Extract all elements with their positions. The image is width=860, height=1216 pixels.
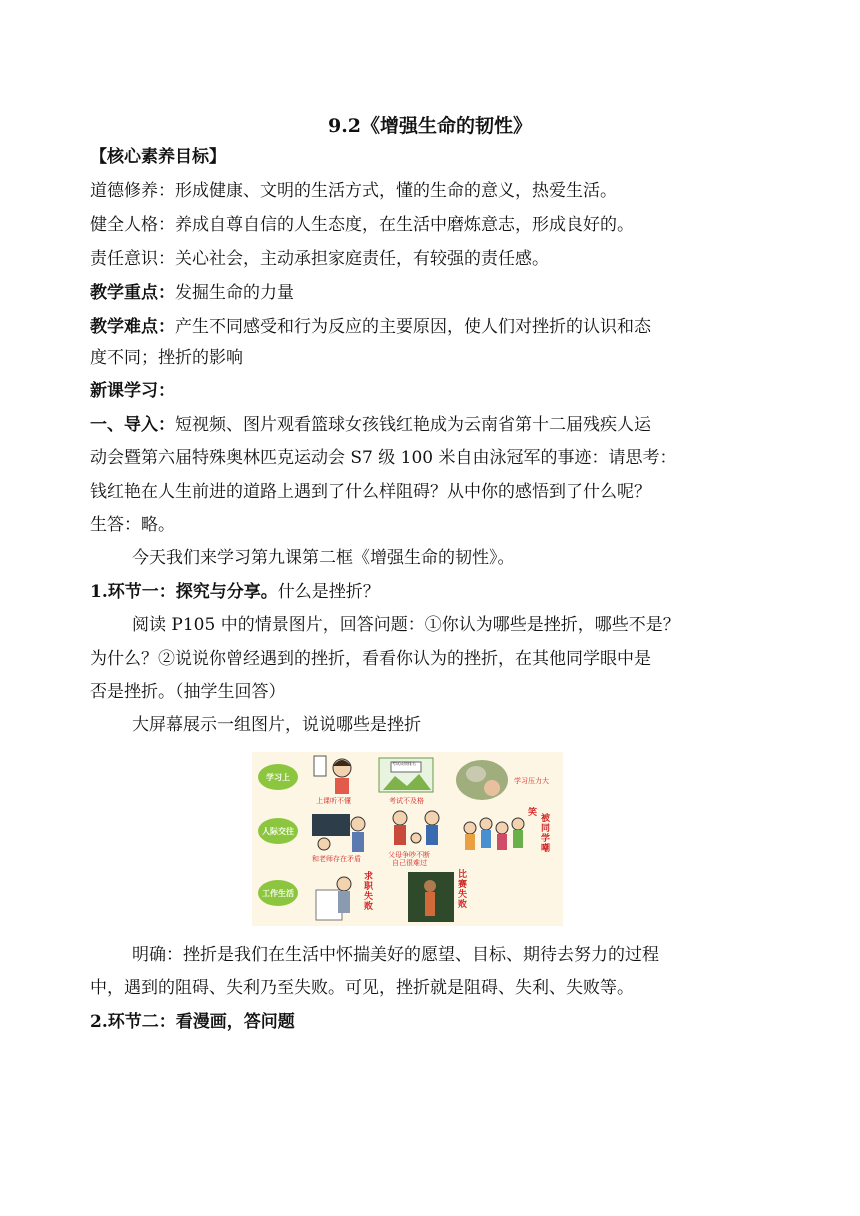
frustration-picture-collage <box>252 752 563 926</box>
clarify-line2: 中，遇到的阻碍、失利乃至失败。可见，挫折就是阻碍、失利、失败等。 <box>90 978 634 998</box>
key-point-label: 教学重点： <box>90 283 175 303</box>
caption-feel-sad: 自己很难过 <box>392 859 427 867</box>
read-line1: 阅读 P105 中的情景图片，回答问题：①你认为哪些是挫折，哪些不是？ <box>132 615 680 635</box>
caption-laugh: 笑 <box>528 808 538 818</box>
intro-line4: 生答：略。 <box>90 515 175 535</box>
parents-arguing-picture <box>386 806 446 852</box>
book-text: 考试成绩排名 <box>392 761 416 766</box>
read-line3: 否是挫折。（抽学生回答） <box>90 682 286 702</box>
new-lesson-heading: 新课学习： <box>90 381 175 401</box>
key-point <box>90 282 770 304</box>
goal-responsibility: 责任意识：关心社会，主动承担家庭责任，有较强的责任感。 <box>90 249 549 269</box>
section1-text: 什么是挫折？ <box>277 582 380 602</box>
page-title: 9.2《增强生命的韧性》 <box>327 115 533 137</box>
intro-label: 一、导入： <box>90 415 175 435</box>
caption-cant-follow: 上课听不懂 <box>316 797 351 805</box>
difficulty-label: 教学难点： <box>90 317 175 337</box>
caption-teacher-conflict: 和老师存在矛盾 <box>312 855 361 863</box>
section2-heading: 2.环节二：看漫画，答问题 <box>90 1012 295 1032</box>
intro-text1: 短视频、图片观看篮球女孩钱红艳成为云南省第十二届残疾人运 <box>175 415 651 435</box>
tag-relationships: 人际交往 <box>258 818 298 844</box>
caption-mocked: 被同学嘲 <box>541 814 551 854</box>
tag-work-life: 工作生活 <box>258 880 298 906</box>
goal-personality: 健全人格：养成自尊自信的人生态度，在生活中磨炼意志，形成良好的。 <box>90 215 634 235</box>
caption-study-pressure: 学习压力大 <box>514 777 549 785</box>
caption-match-loss: 比赛失败 <box>458 870 468 910</box>
intro-line2: 动会暨第六届特殊奥林匹克运动会 S7 级 100 米自由泳冠军的事迹：请思考： <box>90 448 677 468</box>
caption-failed-exam: 考试不及格 <box>389 797 424 805</box>
caption-parents-arguing: 父母争吵不断 <box>388 851 430 859</box>
clarify-line1: 明确：挫折是我们在生活中怀揣美好的愿望、目标、期待去努力的过程 <box>132 945 659 965</box>
read-line2: 为什么？②说说你曾经遇到的挫折，看看你认为的挫折，在其他同学眼中是 <box>90 649 651 669</box>
intro-line3: 钱红艳在人生前进的道路上遇到了什么样阻碍？从中你的感悟到了什么呢？ <box>90 482 651 502</box>
section1 <box>90 581 770 603</box>
study-pressure-picture <box>452 754 514 802</box>
job-hunt-picture <box>312 870 362 922</box>
classmates-mocking-picture <box>460 810 526 854</box>
section1-label: 1.环节一：探究与分享。 <box>90 582 278 602</box>
confused-student-picture <box>312 754 368 796</box>
goal-moral: 道德修养：形成健康、文明的生活方式，懂的生命的意义，热爱生活。 <box>90 181 617 201</box>
today-text: 今天我们来学习第九课第二框《增强生命的韧性》。 <box>132 548 515 568</box>
difficulty <box>90 316 770 338</box>
goals-heading: 【核心素养目标】 <box>90 147 226 167</box>
teacher-conflict-picture <box>310 808 370 854</box>
caption-job-failure: 求职失败 <box>364 872 374 912</box>
difficulty-line1: 产生不同感受和行为反应的主要原因，使人们对挫折的认识和态 <box>175 317 651 337</box>
difficulty-line2: 度不同；挫折的影响 <box>90 348 243 368</box>
key-point-text: 发掘生命的力量 <box>175 283 294 303</box>
competition-loss-picture <box>408 872 454 922</box>
screen-text: 大屏幕展示一组图片，说说哪些是挫折 <box>132 715 421 735</box>
intro-line1 <box>90 414 770 436</box>
tag-study: 学习上 <box>258 764 298 790</box>
